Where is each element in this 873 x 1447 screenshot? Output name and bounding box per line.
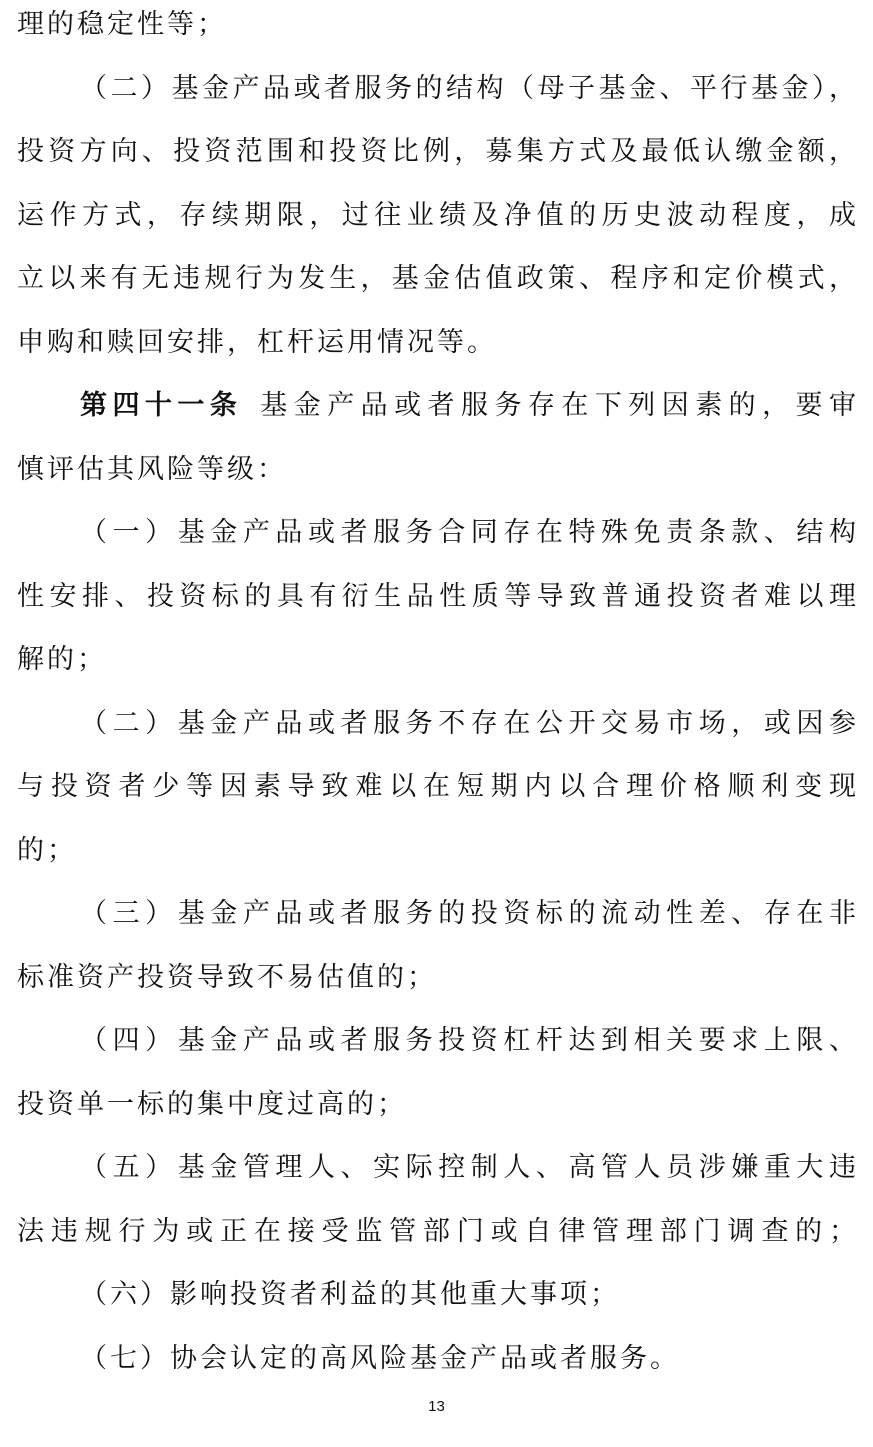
line-text: 与投资者少等因素导致难以在短期内以合理价格顺利变现 [17,771,859,802]
text-line [17,1073,859,1137]
line-text: 的； [17,834,77,866]
text-line [17,0,859,57]
line-text: （七）协会认定的高风险基金产品或者服务。 [80,1342,680,1374]
line-text: 投资方向、投资范围和投资比例，募集方式及最低认缴金额， [17,136,859,167]
line-text: （二）基金产品或者服务不存在公开交易市场，或因参 [80,707,859,739]
line-text: 立以来有无违规行为发生，基金估值政策、程序和定价模式， [17,263,859,294]
text-line [17,438,859,502]
line-text: （三）基金产品或者服务的投资标的流动性差、存在非 [80,898,859,929]
text-line [17,1327,859,1391]
text-line [17,692,859,756]
line-text: 标准资产投资导致不易估值的； [17,961,437,993]
text-line [17,1200,859,1264]
text-line [17,882,859,946]
article-heading-line [17,374,859,438]
line-text: （六）影响投资者利益的其他重大事项； [80,1279,620,1310]
line-text: 慎评估其风险等级： [17,453,287,485]
line-text: （四）基金产品或者服务投资杠杆达到相关要求上限、 [80,1025,859,1056]
article-number: 第四十一条 [80,390,243,421]
line-text: 运作方式，存续期限，过往业绩及净值的历史波动程度，成 [17,199,859,231]
line-text: （一）基金产品或者服务合同存在特殊免责条款、结构 [80,517,859,548]
text-line [17,501,859,565]
line-text: 法违规行为或正在接受监管部门或自律管理部门调查的； [17,1215,859,1247]
line-text: 基金产品或者服务存在下列因素的，要审 [260,390,860,421]
text-line [17,755,859,819]
text-line [17,1136,859,1200]
text-line [17,120,859,184]
text-line [17,1009,859,1073]
page-number: 13 [428,1398,445,1415]
line-text: 投资单一标的集中度过高的； [17,1088,407,1120]
text-line [17,1263,859,1327]
text-line [17,565,859,629]
line-text: （二）基金产品或者服务的结构（母子基金、平行基金）， [80,72,859,104]
line-text: 性安排、投资标的具有衍生品性质等导致普通投资者难以理 [17,580,859,612]
document-body [17,0,859,1390]
text-line [17,628,859,692]
text-line [17,247,859,311]
text-line [17,184,859,248]
text-line [17,57,859,121]
line-text: 申购和赎回安排，杠杆运用情况等。 [17,326,497,358]
line-text: 理的稳定性等； [17,9,227,40]
text-line [17,311,859,375]
line-text: 解的； [17,644,107,675]
text-line [17,946,859,1010]
text-line [17,819,859,883]
line-text: （五）基金管理人、实际控制人、高管人员涉嫌重大违 [80,1152,859,1183]
